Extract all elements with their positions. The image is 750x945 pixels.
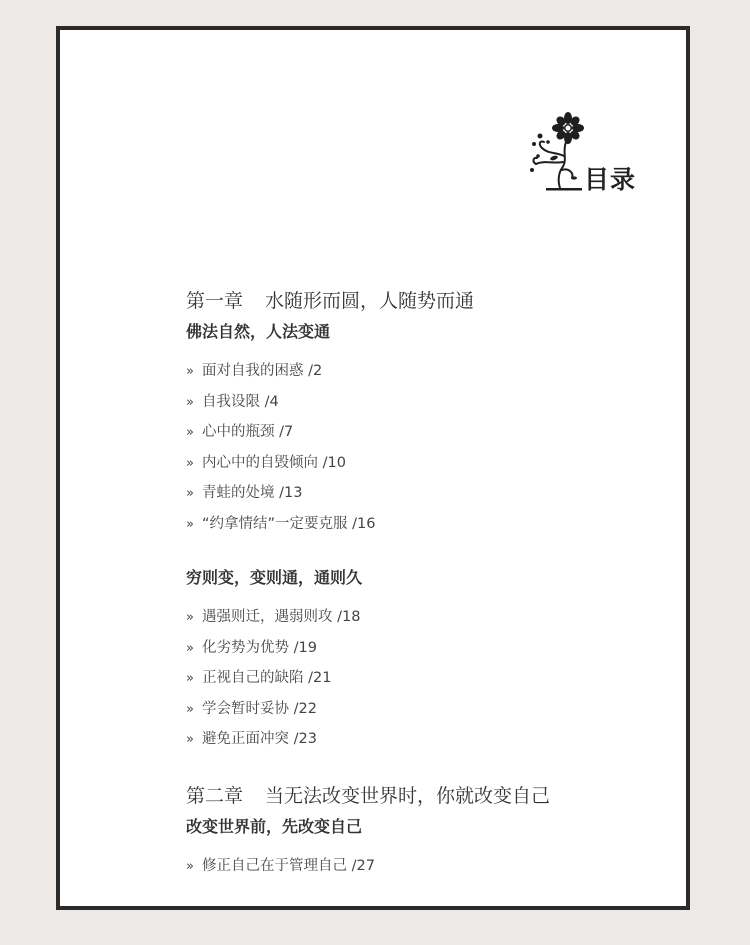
section-title[interactable]: 穷则变，变则通，通则久 — [186, 568, 363, 587]
bullet-icon: » — [186, 486, 194, 501]
toc-entry[interactable] — [186, 633, 666, 664]
toc-entry[interactable] — [186, 448, 666, 479]
toc-entry-text: “约拿情结”一定要克服 /16 — [202, 515, 376, 532]
toc-entry-text: 正视自己的缺陷 /21 — [202, 670, 332, 686]
bullet-icon: » — [186, 425, 194, 440]
toc-entry[interactable] — [186, 356, 666, 387]
section-title[interactable]: 改变世界前，先改变自己 — [186, 816, 363, 836]
toc-entry[interactable] — [186, 478, 666, 509]
chapter-number: 第二章 — [186, 784, 244, 807]
toc-entry-text: 内心中的自毁倾向 /10 — [202, 454, 346, 471]
chapter-title: 当无法改变世界时，你就改变自己 — [265, 784, 551, 807]
toc-entry[interactable] — [186, 387, 666, 418]
toc-entry[interactable] — [186, 602, 666, 633]
toc-entry-text: 面对自我的困惑 /2 — [202, 363, 323, 379]
toc-entry[interactable] — [186, 509, 666, 540]
toc-entry[interactable] — [186, 851, 666, 882]
bullet-icon: » — [186, 394, 194, 410]
toc-entry-text: 学会暂时妥协 /22 — [202, 700, 317, 717]
bullet-icon: » — [186, 671, 194, 686]
toc-entry[interactable] — [186, 724, 666, 755]
toc-entry-text: 化劣势为优势 /19 — [202, 639, 317, 656]
chapter-2 — [186, 783, 666, 882]
bullet-icon: » — [186, 516, 194, 532]
toc-entry-text: 遇强则迁，遇弱则攻 /18 — [202, 609, 361, 625]
toc-entry[interactable] — [186, 663, 666, 694]
toc-entry-text: 青蛙的处境 /13 — [202, 485, 303, 501]
flower-ornament-icon — [528, 112, 588, 192]
toc-list — [186, 602, 666, 755]
toc-entry[interactable] — [186, 694, 666, 725]
book-page — [56, 26, 690, 910]
bullet-icon: » — [186, 701, 194, 717]
toc-entry-text: 避免正面冲突 /23 — [202, 731, 317, 747]
chapter-title: 水随形而圆，人随势而通 — [265, 290, 475, 312]
bullet-icon: » — [186, 610, 194, 625]
bullet-icon: » — [186, 455, 194, 471]
chapter-number: 第一章 — [186, 290, 244, 312]
table-of-contents — [186, 288, 666, 881]
chapter-heading[interactable] — [186, 783, 666, 809]
toc-list — [186, 851, 666, 882]
toc-header — [528, 112, 648, 192]
toc-entry-text: 自我设限 /4 — [202, 393, 279, 410]
toc-entry[interactable] — [186, 417, 666, 448]
toc-list — [186, 356, 666, 539]
toc-entry-text: 心中的瓶颈 /7 — [202, 424, 294, 440]
bullet-icon: » — [186, 640, 194, 656]
toc-entry-text: 修正自己在于管理自己 /27 — [202, 857, 375, 874]
toc-title: 目录 — [584, 165, 637, 194]
bullet-icon: » — [186, 732, 194, 747]
chapter-1 — [186, 288, 666, 755]
chapter-heading[interactable] — [186, 288, 666, 314]
bullet-icon: » — [186, 364, 194, 379]
section-2 — [186, 566, 666, 755]
bullet-icon: » — [186, 858, 194, 874]
section-title[interactable]: 佛法自然，人法变通 — [186, 322, 331, 341]
